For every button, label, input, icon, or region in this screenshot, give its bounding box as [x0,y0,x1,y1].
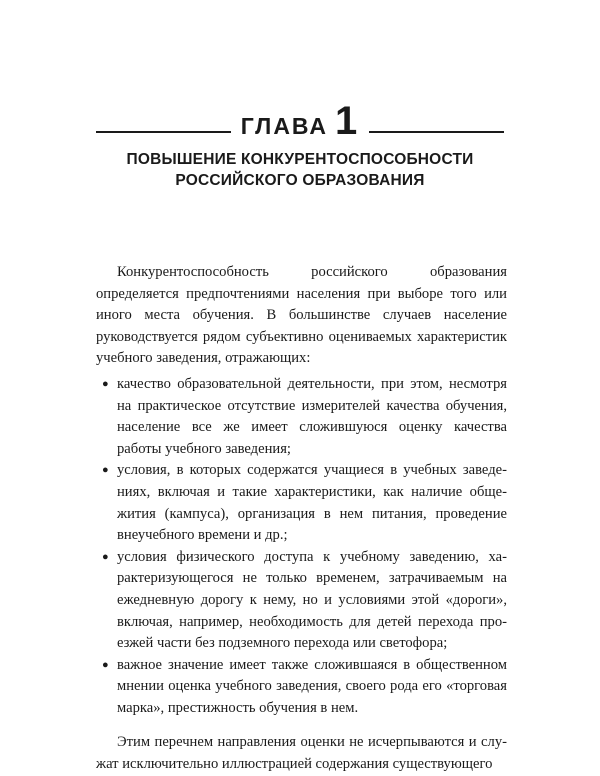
outro-paragraph: Этим перечнем направления оценки не исчерпываются и служат исключительно иллюстрацией содержания существующего [96,734,507,773]
heading-rule-right [369,131,504,133]
list-item [96,374,507,460]
chapter-word: ГЛАВА [240,113,329,139]
bullet-icon: ● [102,464,109,477]
heading-rule-left [96,131,231,133]
chapter-title [96,149,504,191]
bullet-list [96,374,507,720]
bullet-icon: ● [102,550,109,563]
list-item-text: качество образовательной деятельности, при этом, несмотря на практическое отсутствие измерителей качества обучения, население все же имеет сложившуюся оценку качества работы учебного заведения; [117,375,507,457]
list-item-text: условия, в которых содержатся учащиеся в учебных заведениях, включая и такие характеристики, как наличие общежития (кампуса), организация в нем питания, проведение внеучебного времени и др.; [117,462,507,544]
list-item [96,655,507,720]
chapter-heading [96,99,504,143]
list-item-text: важное значение имеет также сложившаяся в общественном мнении оценка учебного заведения, своего рода его «торговая марка», престижность обучения в нем. [117,656,507,716]
list-item [96,460,507,546]
bullet-icon: ● [102,377,109,390]
list-item-text: условия физического доступа к учебному заведению, характеризующегося не только временем, затрачиваемым на ежедневную дорогу к нему, но и условиями этой «дороги», включая, например, необходимость для детей перехода проезжей части без подземного перехода или светофора; [117,548,507,652]
chapter-number: 1 [335,99,360,143]
body-text [96,262,507,776]
list-item [96,547,507,655]
chapter-title-line-2: РОССИЙСКОГО ОБРАЗОВАНИЯ [175,172,425,189]
chapter-title-line-1: ПОВЫШЕНИЕ КОНКУРЕНТОСПОСОБНОСТИ [126,151,474,168]
chapter-label [240,99,360,143]
intro-paragraph: Конкурентоспособность российского образования определяется предпочтениями населения при выборе того или иного места обучения. В большинстве случаев население руководствуется рядом субъективно оцениваемых характеристик учебного заведения, отражающих: [96,264,507,367]
bullet-icon: ● [102,658,109,671]
